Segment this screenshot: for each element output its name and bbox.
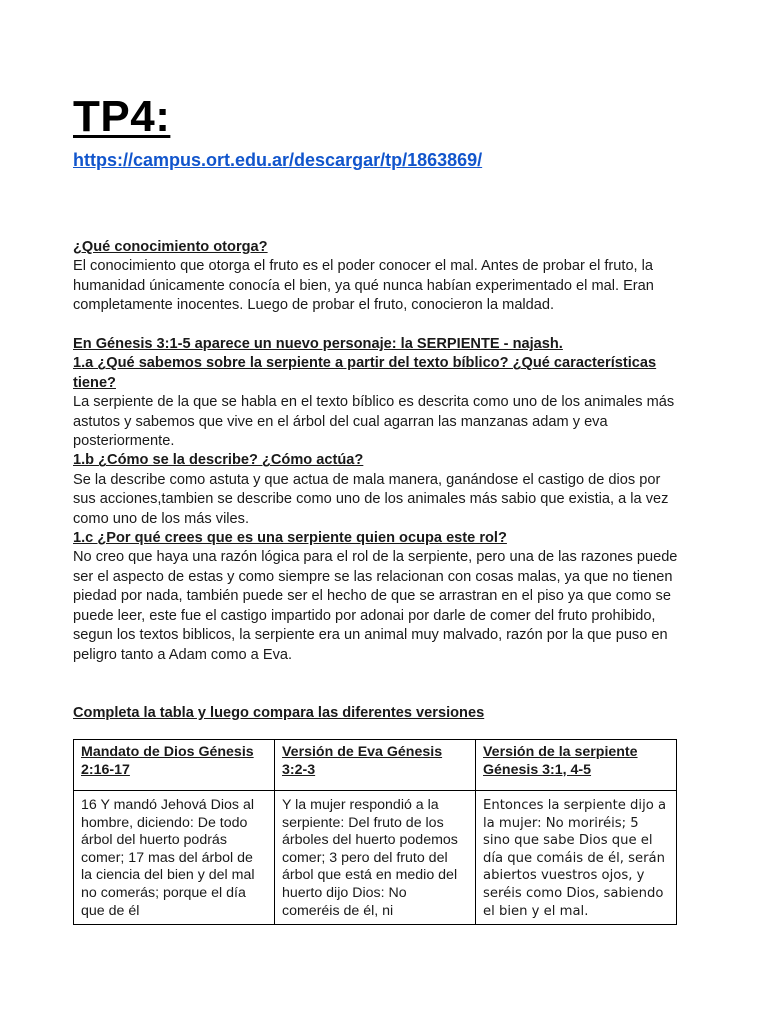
comparison-table — [73, 739, 677, 925]
cell-serpent-version: Entonces la serpiente dijo a la mujer: No moriréis; 5 sino que sabe Dios que el día que comáis de él, serán abiertos vuestros ojos, y seréis como Dios, sabiendo el bien y el mal. — [476, 791, 677, 925]
table-header-row — [74, 740, 677, 791]
page-title: TP4: — [73, 92, 171, 141]
question-knowledge: ¿Qué conocimiento otorga? — [73, 239, 268, 255]
tp-download-link[interactable]: https://campus.ort.edu.ar/descargar/tp/1863869/ — [73, 150, 483, 170]
answer-knowledge: El conocimiento que otorga el fruto es el poder conocer el mal. Antes de probar el fruto, la humanidad únicamente conocía el bien, ya qué nunca habían experimentado el mal. Eran completamente inocentes. Luego de probar el fruto, conocieron la maldad. — [73, 258, 654, 314]
question-1a: 1.a ¿Qué sabemos sobre la serpiente a partir del texto bíblico? ¿Qué características tiene? — [73, 355, 657, 391]
table-instruction: Completa la tabla y luego compara las diferentes versiones — [73, 704, 485, 721]
answer-1a: La serpiente de la que se habla en el texto bíblico es descrita como uno de los animales más astutos y sabemos que vive en el árbol del cual agarran las manzanas adam y eva posteriormente. — [73, 394, 675, 450]
header-god-mandate: Mandato de Dios Génesis 2:16-17 — [74, 740, 275, 791]
section-heading-serpent: En Génesis 3:1-5 aparece un nuevo personaje: la SERPIENTE - najash. — [73, 336, 563, 353]
cell-god-mandate: 16 Y mandó Jehová Dios al hombre, diciendo: De todo árbol del huerto podrás comer; 17 mas del árbol de la ciencia del bien y del mal no comerás; porque el día que de él — [74, 791, 275, 925]
answer-1c: No creo que haya una razón lógica para el rol de la serpiente, pero una de las razones puede ser el aspecto de estas y como siempre se las relacionan con cosas malas, ya que no tienen piedad por nada, también puede ser el hecho de que se arrastran en el piso ya que como se puede leer, este fue el castigo impartido por adonai por darle de comer del fruto prohibido, segun los textos biblicos, la serpiente era un animal muy malvado, razón por la que puso en peligro tanto a Adam como a Eva. — [73, 549, 678, 663]
document-body — [73, 238, 683, 723]
header-serpent-version: Versión de la serpiente Génesis 3:1, 4-5 — [476, 740, 677, 791]
answer-1b: Se la describe como astuta y que actua de mala manera, ganándose el castigo de dios por sus acciones,tambien se describe como uno de los animales más sabio que existia, a la vez como uno de los más viles. — [73, 471, 669, 527]
header-eve-version: Versión de Eva Génesis 3:2-3 — [275, 740, 476, 791]
cell-eve-version: Y la mujer respondió a la serpiente: Del fruto de los árboles del huerto podemos comer; 3 pero del fruto del árbol que está en medio del huerto dijo Dios: No comeréis de él, ni — [275, 791, 476, 925]
question-1c: 1.c ¿Por qué crees que es una serpiente quien ocupa este rol? — [73, 530, 507, 547]
question-1b: 1.b ¿Cómo se la describe? ¿Cómo actúa? — [73, 452, 364, 469]
table-row — [74, 791, 677, 925]
